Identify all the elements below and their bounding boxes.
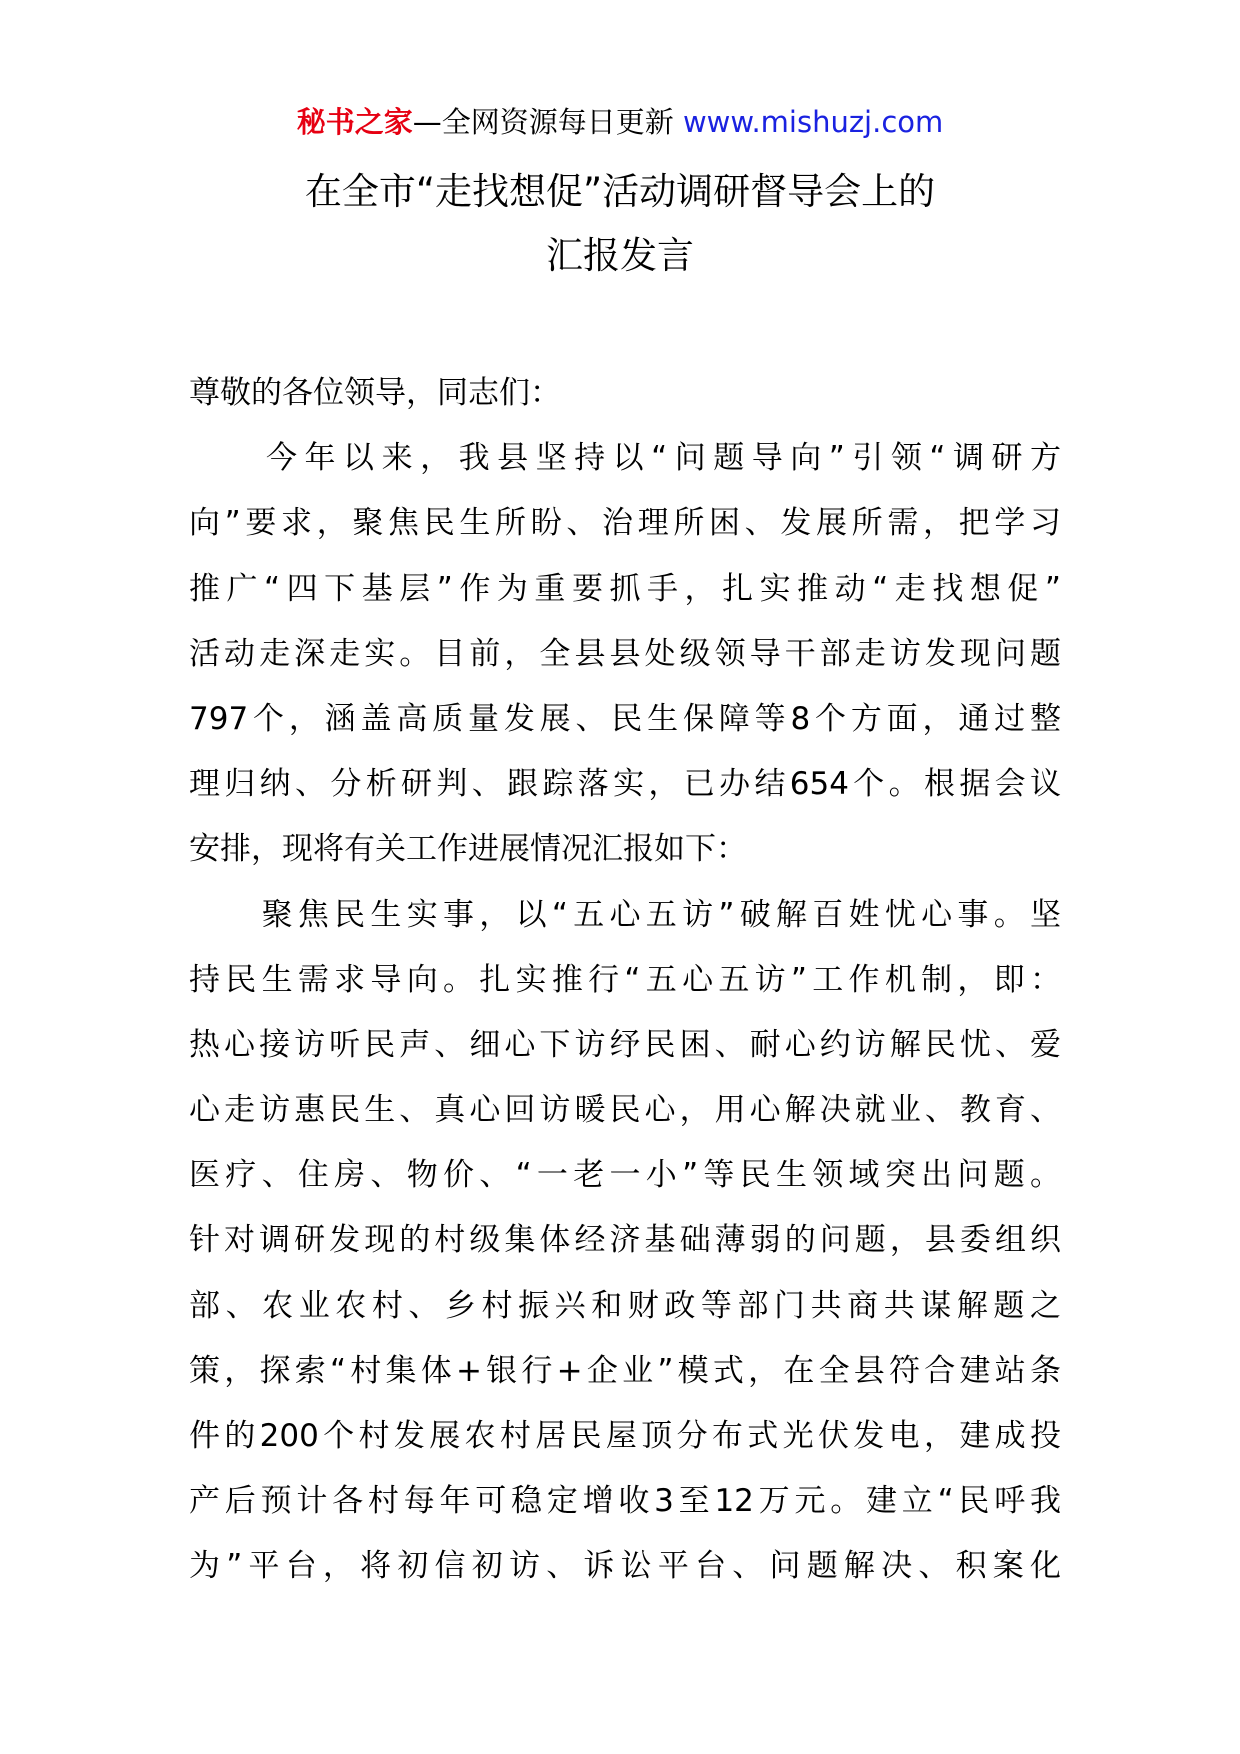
paragraph-line: 针对调研发现的村级集体经济基础薄弱的问题，县委组织 <box>189 1222 1061 1259</box>
salutation: 尊敬的各位领导，同志们： <box>189 375 561 411</box>
paragraph-line: 今年以来，我县坚持以“问题导向”引领“调研方 <box>189 440 1061 477</box>
paragraph-line: 产后预计各村每年可稳定增收3至12万元。建立“民呼我 <box>189 1483 1061 1520</box>
paragraph-line: 部、农业农村、乡村振兴和财政等部门共商共谋解题之 <box>189 1287 1061 1324</box>
paragraph-line: 心走访惠民生、真心回访暖民心，用心解决就业、教育、 <box>189 1092 1061 1129</box>
paragraph-line: 热心接访听民声、细心下访纾民困、耐心约访解民忧、爱 <box>189 1026 1061 1063</box>
paragraph-line: 理归纳、分析研判、跟踪落实，已办结654个。根据会议 <box>189 766 1061 803</box>
paragraph-line: 策，探索“村集体+银行+企业”模式，在全县符合建站条 <box>189 1352 1061 1389</box>
document-title-line-1: 在全市“走找想促”活动调研督导会上的 <box>304 170 936 213</box>
paragraph-line: 向”要求，聚焦民生所盼、治理所困、发展所需，把学习 <box>189 505 1061 542</box>
paragraph-line: 797个，涵盖高质量发展、民生保障等8个方面，通过整 <box>189 700 1061 737</box>
brand-name: 秘书之家 <box>296 105 413 139</box>
paragraph-line: 聚焦民生实事，以“五心五访”破解百姓忧心事。坚 <box>189 896 1061 933</box>
header-tagline: —全网资源每日更新 <box>412 105 683 139</box>
paragraph-line: 件的200个村发展农村居民屋顶分布式光伏发电，建成投 <box>189 1418 1061 1454</box>
document-title-line-2: 汇报发言 <box>546 234 694 277</box>
paragraph-line: 持民生需求导向。扎实推行“五心五访”工作机制，即： <box>189 961 1061 998</box>
paragraph-line: 安排，现将有关工作进展情况汇报如下： <box>189 831 747 868</box>
paragraph-line: 为”平台，将初信初访、诉讼平台、问题解决、积案化 <box>189 1548 1061 1585</box>
paragraph-line: 活动走深走实。目前，全县县处级领导干部走访发现问题 <box>189 635 1061 672</box>
paragraph-line: 推广“四下基层”作为重要抓手，扎实推动“走找想促” <box>189 570 1061 607</box>
site-url-link[interactable]: www.mishuzj.com <box>682 105 944 139</box>
site-header <box>0 102 1240 142</box>
document-body <box>189 361 1061 1600</box>
paragraph-line: 医疗、住房、物价、“一老一小”等民生领域突出问题。 <box>189 1157 1061 1194</box>
